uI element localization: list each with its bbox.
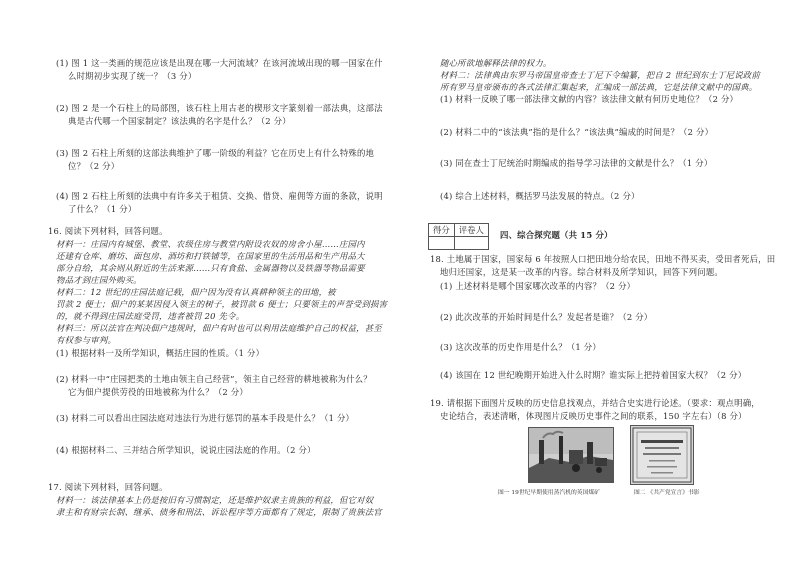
q18-line1: 18. 土地属于国家，国家每 6 年按照人口把田地分给农民，田地不得买卖，受田者死后，田 [430, 254, 776, 264]
q16-material3-line1: 材料三：所以法官在判决佃户违规时，佃户有时也可以利用法庭维护自己的权益，甚至 [56, 323, 382, 333]
q15-4-line1: (4) 图 2 石柱上所刻的法典中有许多关于租赁、交换、借贷、雇佣等方面的条款，说明 [56, 191, 383, 201]
q17-material1-line1: 材料一：该法律基本上仍是按旧有习惯制定，还是维护奴隶主贵族的利益，但它对奴 [56, 495, 374, 505]
q16-material3-line2: 有权参与审判。 [56, 335, 117, 345]
q16-2-line2: 它为佃户提供劳役的田地被称为什么？（2 分） [68, 387, 248, 397]
q18-4: (4) 该国在 12 世纪晚期开始进入什么时期？谁实际上把持着国家大权？（2 分） [440, 370, 747, 380]
q16-1: (1) 根据材料一及所学知识，概括庄园的性质。（1 分） [56, 348, 265, 358]
q18-line2: 地归还国家，这是某一改革的内容。综合材料及所学知识，回答下列问题。 [440, 267, 723, 277]
q16-material1-line2: 还建有仓库、磨坊、面包房、酒坊和打铁铺等，在国家里的生活用品和生产用品大 [56, 251, 365, 261]
q17-2: (2) 材料二中的“该法典”指的是什么？“该法典”编成的时间是？（2 分） [440, 127, 714, 137]
q16-material2-line1: 材料二：12 世纪的庄园法庭记载，佃户因为没有认真耕种领主的田地，被 [56, 287, 336, 297]
q15-2-line2: 典是古代哪一个国家制定？该法典的名字是什么？（2 分） [68, 116, 291, 126]
q17-material1-line2: 隶主和有财宗长制、继承、债务和刑法、诉讼程序等方面都有了规定，限制了贵族法官 [56, 507, 382, 517]
grader-cell: 评卷人 [454, 224, 488, 237]
q18-1: (1) 上述材料是哪个国家哪次改革的内容？（2 分） [440, 281, 636, 291]
q15-3-line1: (3) 图 2 石柱上所刻的这部法典维护了哪一阶级的利益？它在历史上有什么特殊的地 [56, 148, 375, 158]
q17-material1-continued: 随心所欲地解释法律的权力。 [440, 58, 552, 68]
q16-material2-line3: 的，就不得到庄园法庭受罚，违者被罚 20 先令。 [56, 311, 245, 321]
coal-mine-engraving [529, 428, 613, 482]
q16-2-line1: (2) 材料一中“庄园把类的土地由领主自己经营”，领主自己经营的耕地被称为什么？ [56, 374, 372, 384]
figure2-image [630, 425, 694, 485]
manifesto-cover [631, 426, 693, 484]
q16-3: (3) 材料二可以看出庄园法庭对违法行为进行惩罚的基本手段是什么？（1 分） [56, 413, 355, 423]
q16-material1-line1: 材料一：庄园内有城堡、教堂、农级住房与教堂内附设农奴的房舍小屋……庄园内 [56, 239, 365, 249]
q15-1-line2: 么时期初步实现了统一？（3 分） [68, 71, 197, 81]
q17-heading: 17. 阅读下列材料，回答问题。 [48, 482, 168, 492]
q19-line1: 19. 请根据下面图片反映的历史信息找观点，并结合史实进行论述。（要求：观点明确， [430, 398, 760, 408]
section4-title: 四、综合探究题（共 15 分） [500, 230, 613, 240]
score-cell: 得分 [429, 224, 455, 237]
q16-material1-line3: 部分自给，其余则从附近的生活来源……只有食盐、金属器物以及铁器等物品需要 [56, 263, 365, 273]
q18-2: (2) 此次改革的开始时间是什么？发起者是谁？（2 分） [440, 312, 653, 322]
q17-material2-line2: 所有罗马皇帝颁布的各式法律汇集起来，汇编成一部法典，它是法律文献中的国典。 [440, 82, 758, 92]
figure1-caption: 图一 19世纪早期使用蒸汽机的英国煤矿 [498, 490, 600, 496]
q16-heading: 16. 阅读下列材料，回答问题。 [48, 226, 168, 236]
q17-4: (4) 综合上述材料，概括罗马法发展的特点。（2 分） [440, 191, 640, 201]
q16-4: (4) 根据材料二、三并结合所学知识，说说庄园法庭的作用。（2 分） [56, 445, 316, 455]
q16-material2-line2: 罚款 2 便士；佃户的某某因侵入领主的树子，被罚款 6 便士；只要领主的声誉受到损害 [56, 299, 388, 309]
score-box [428, 223, 489, 250]
q17-1: (1) 材料一反映了哪一部法律文献的内容？该法律文献有何历史地位？（2 分） [440, 94, 739, 104]
q15-3-line2: 位？（2 分） [68, 161, 120, 171]
figure1-image [528, 427, 614, 483]
q15-2-line1: (2) 图 2 是一个石柱上的局部图，该石柱上用古老的楔形文字篆刻着一部法典，这部法 [56, 103, 383, 113]
q15-4-line2: 了什么？（1 分） [68, 204, 137, 214]
grader-blank [454, 237, 488, 250]
q18-3: (3) 这次改革的历史作用是什么？（1 分） [440, 342, 601, 352]
q19-line2: 史论结合，表述清晰，体现图片反映历史事件之间的联系，150 字左右）（8 分） [440, 411, 747, 421]
q17-3: (3) 同在查士丁尼统治时期编成的指导学习法律的文献是什么？（1 分） [440, 158, 713, 168]
q15-1-line1: (1) 图 1 这一类画的规范应该是出现在哪一大河流域？在该河流域出现的哪一国家在什 [56, 58, 383, 68]
q17-material2-line1: 材料二：法律典由东罗马帝国皇帝查士丁尼下令编纂，把自 2 世纪到东士丁尼说政前 [440, 70, 760, 80]
figure2-caption: 图二 《共产党宣言》书影 [634, 490, 700, 496]
score-blank [429, 237, 455, 250]
q16-material1-line4: 物品才到庄园外购买。 [56, 275, 142, 285]
